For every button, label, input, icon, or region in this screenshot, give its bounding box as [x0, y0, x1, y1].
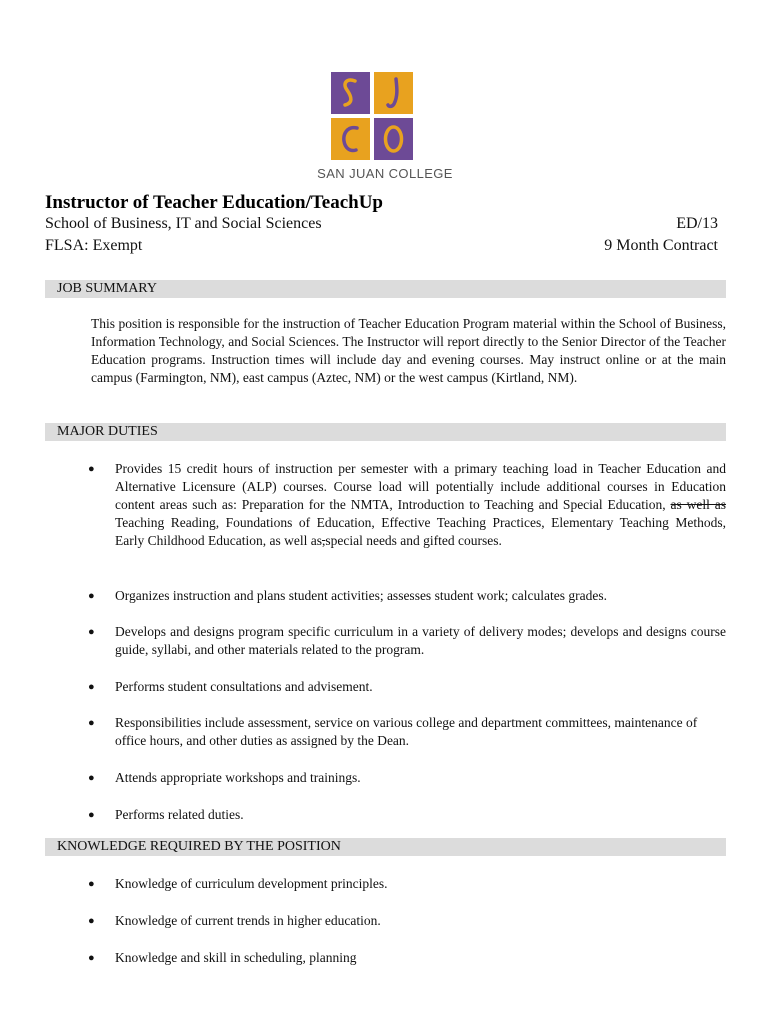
logo-mark	[331, 72, 413, 160]
college-name: SAN JUAN COLLEGE	[317, 166, 453, 181]
bullet-icon: ●	[88, 626, 95, 638]
duty-text: Performs student consultations and advisement.	[115, 679, 373, 694]
duty-text: Performs related duties.	[115, 807, 244, 822]
logo-letter-s	[331, 72, 370, 114]
list-item	[86, 587, 726, 605]
duty-text: Organizes instruction and plans student activities; assesses student work; calculates grades.	[115, 588, 608, 603]
struck-text: ,	[321, 533, 326, 548]
list-item	[86, 949, 726, 967]
department-name: School of Business, IT and Social Sciences	[45, 215, 322, 232]
bullet-icon: ●	[88, 463, 95, 475]
bullet-icon: ●	[88, 809, 95, 821]
list-item	[86, 623, 726, 659]
duty-text: Attends appropriate workshops and trainings.	[115, 770, 361, 785]
section-heading-job-summary: JOB SUMMARY	[45, 280, 726, 298]
list-item	[86, 875, 726, 893]
bullet-icon: ●	[88, 878, 95, 890]
job-title: Instructor of Teacher Education/TeachUp	[45, 192, 383, 213]
section-heading-knowledge: KNOWLEDGE REQUIRED BY THE POSITION	[45, 838, 726, 856]
list-item	[86, 806, 726, 824]
list-item	[86, 912, 726, 930]
list-item	[86, 769, 726, 787]
knowledge-text: Knowledge and skill in scheduling, planning	[115, 950, 357, 965]
bullet-icon: ●	[88, 915, 95, 927]
bullet-icon: ●	[88, 772, 95, 784]
knowledge-text: Knowledge of current trends in higher education.	[115, 913, 381, 928]
flsa-status: FLSA: Exempt	[45, 237, 143, 254]
section-heading-major-duties: MAJOR DUTIES	[45, 423, 726, 441]
college-logo	[0, 72, 770, 184]
contract-length: 9 Month Contract	[604, 237, 718, 254]
list-item	[86, 678, 726, 696]
bullet-icon: ●	[88, 952, 95, 964]
logo-letter-c	[331, 118, 370, 160]
bullet-icon: ●	[88, 717, 95, 729]
job-summary-text: This position is responsible for the instruction of Teacher Education Program material within the School of Business, Information Technology, and Social Sciences. The Instructor will report directly to the Senior Director of the Teacher Education programs. Instruction times will include day and evening courses. May instruct online or at the main campus (Farmington, NM), east campus (Aztec, NM) or the west campus (Kirtland, NM).	[91, 316, 726, 385]
header-row-1	[45, 215, 718, 233]
header-row-2	[45, 237, 718, 255]
duty-text: Responsibilities include assessment, service on various college and department committees, maintenance of office hours, and other duties as assigned by the Dean.	[115, 715, 698, 748]
duty-text: Develops and designs program specific curriculum in a variety of delivery modes; develops and designs course guide, syllabi, and other materials related to the program.	[115, 624, 726, 657]
duty-text: Provides 15 credit hours of instruction per semester with a primary teaching load in Teacher Education and Alternative Licensure (ALP) courses. Course load will potentially include additional courses in Education content areas such as: Preparation for the NMTA, Introduction to Teaching and Special Education, as well as Teaching Reading, Foundations of Education, Effective Teaching Practices, Elementary Teaching Methods, Early Childhood Education, as well as,special needs and gifted courses.	[115, 461, 727, 548]
bullet-icon: ●	[88, 681, 95, 693]
list-item	[86, 714, 726, 750]
knowledge-text: Knowledge of curriculum development principles.	[115, 876, 388, 891]
list-item	[86, 460, 726, 550]
struck-text: as well as	[670, 497, 727, 512]
position-code: ED/13	[676, 215, 718, 232]
bullet-icon: ●	[88, 590, 95, 602]
logo-letter-j	[374, 72, 413, 114]
logo-letter-o	[374, 118, 413, 160]
